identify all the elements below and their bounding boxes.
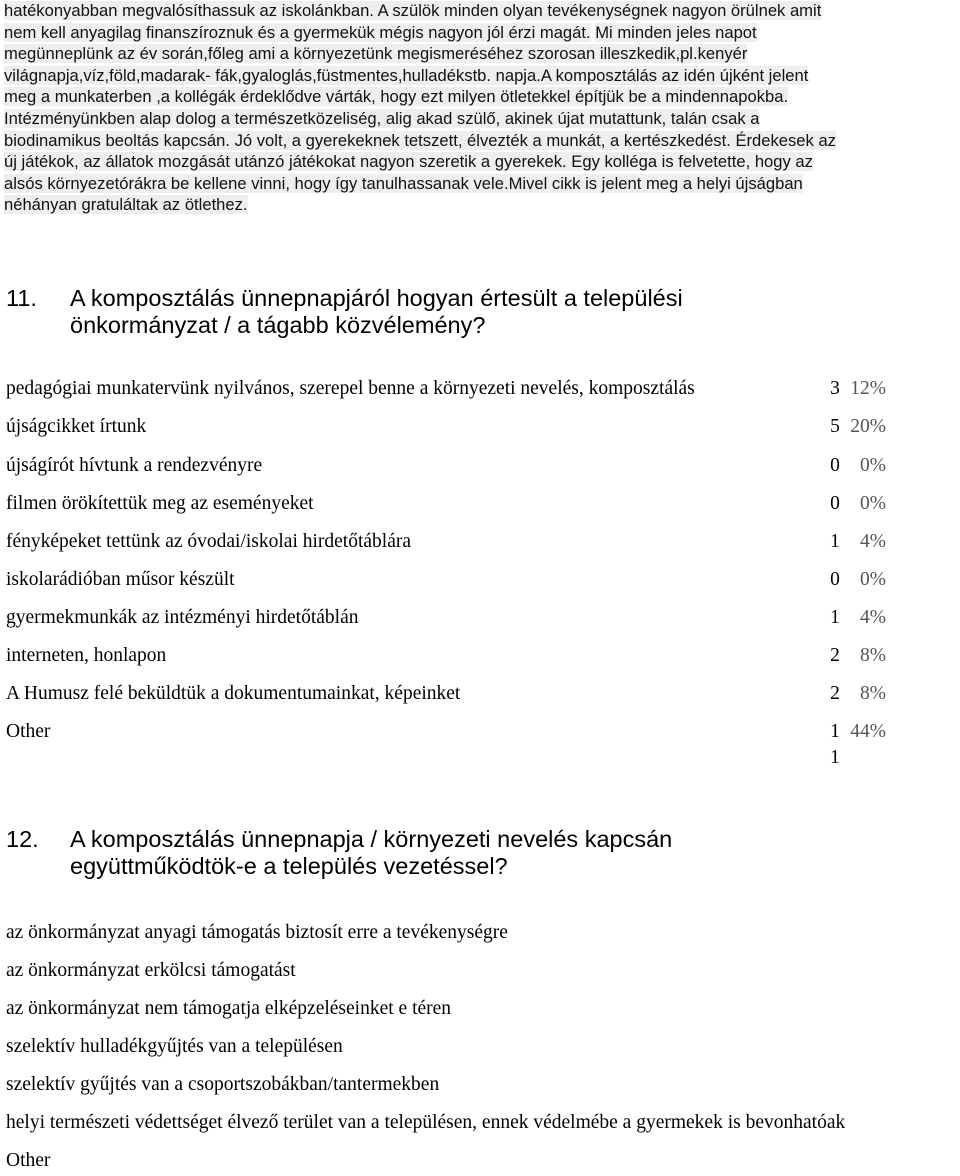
answer-label: újságcikket írtunk <box>6 416 147 437</box>
answer-option: az önkormányzat anyagi támogatás biztosít erre a tevékenységre <box>6 922 508 943</box>
answer-count: 0 <box>830 455 840 476</box>
result-row <box>6 717 906 773</box>
answer-percent: 44% <box>850 721 886 742</box>
result-row <box>6 641 906 671</box>
answer-count: 11 <box>830 721 840 768</box>
answer-label: filmen örökítettük meg az eseményeket <box>6 493 314 514</box>
question-number: 11. <box>6 285 37 311</box>
answer-label: fényképeket tettünk az óvodai/iskolai hirdetőtáblára <box>6 531 412 552</box>
answer-label: interneten, honlapon <box>6 645 167 666</box>
answer-count: 3 <box>830 378 840 399</box>
paragraph-segment: A szülök minden olyan tevékenységnek nagyon örülnek amit nem kell anyagilag finanszíroznuk és a gyermekük mégis nagyon jól érzi magát. <box>4 1 822 42</box>
question-title-line2: önkormányzat / a tágabb közvélemény? <box>70 312 486 338</box>
result-row <box>6 603 906 633</box>
result-row <box>6 565 906 595</box>
answer-option: szelektív hulladékgyűjtés van a településen <box>6 1036 343 1057</box>
result-row <box>6 374 906 404</box>
answer-percent: 0% <box>860 455 886 476</box>
answer-percent: 0% <box>860 493 886 514</box>
paragraph-segment: Egy kolléga is felvetette, hogy az alsós környezetórákra be kellene vinni, hogy így tanulhassanak vele. <box>4 152 813 193</box>
answer-percent: 0% <box>860 569 886 590</box>
paragraph-segment: hatékonyabban megvalósíthassuk az iskolánkban. <box>4 1 374 20</box>
intro-paragraph <box>4 0 844 216</box>
paragraph-segment: Érdekesek az új játékok, az állatok mozgását utánzó játékokat nagyon szeretik a gyerekek. <box>4 130 836 172</box>
paragraph-segment: Intézményünkben alap dolog a természetközeliség, alig akad szülő, akinek újat mutattunk, talán csak a biodinamikus beoltás kapcsán. <box>4 108 760 150</box>
result-row <box>6 679 906 709</box>
paragraph-segment: A komposztálás az idén újként jelent meg a munkaterben ,a kollégák érdeklődve várták, hogy ezt milyen ötletekkel építjük be a mindennapokba. <box>4 65 809 107</box>
result-row <box>6 412 906 442</box>
answer-count: 1 <box>830 531 840 552</box>
answer-count: 2 <box>830 645 840 666</box>
paragraph-segment: Mi minden jeles napot megünneplünk az év során,főleg ami a környezetünk megismeréséhez szorosan illeszkedik,pl.kenyér világnapja,víz,föld,madarak- fák,gyaloglás,füstmentes,hulladékstb. napja. <box>4 22 757 85</box>
answer-label: iskolarádióban műsor készült <box>6 569 235 590</box>
answer-count: 5 <box>830 416 840 437</box>
answer-percent: 8% <box>860 645 886 666</box>
answer-option: szelektív gyűjtés van a csoportszobákban/tantermekben <box>6 1074 440 1095</box>
result-row <box>6 489 906 519</box>
answer-percent: 4% <box>860 531 886 552</box>
question-number: 12. <box>6 826 39 852</box>
question-title-line1: A komposztálás ünnepnapjáról hogyan értesült a települési <box>70 285 683 311</box>
question-title-line1: A komposztálás ünnepnapja / környezeti nevelés kapcsán <box>70 826 673 852</box>
result-row <box>6 527 906 557</box>
answer-percent: 4% <box>860 607 886 628</box>
answer-count: 0 <box>830 569 840 590</box>
question-11-heading <box>6 285 906 339</box>
answer-label: Other <box>6 721 51 742</box>
answer-label: A Humusz felé beküldtük a dokumentumainkat, képeinket <box>6 683 461 704</box>
question-12-heading <box>6 826 906 880</box>
question-title-line2: együttműködtök-e a település vezetéssel? <box>70 853 508 879</box>
answer-option: az önkormányzat erkölcsi támogatást <box>6 960 296 981</box>
paragraph-segment: Mivel cikk is jelent meg a helyi újságban néhányan gratuláltak az ötlethez. <box>4 173 803 215</box>
answer-label: pedagógiai munkatervünk nyilvános, szerepel benne a környezeti nevelés, komposztálás <box>6 378 695 399</box>
answer-count: 0 <box>830 493 840 514</box>
answer-count: 2 <box>830 683 840 704</box>
answer-option: Other <box>6 1150 51 1171</box>
answer-label: újságírót hívtunk a rendezvényre <box>6 455 263 476</box>
answer-percent: 8% <box>860 683 886 704</box>
paragraph-segment: Jó volt, a gyerekeknek tetszett, élvezték a munkát, a kertészkedést. <box>230 130 731 150</box>
answer-option: helyi természeti védettséget élvező terület van a településen, ennek védelmébe a gyermekek is bevonhatóak <box>6 1112 846 1133</box>
result-row <box>6 451 906 481</box>
answer-percent: 20% <box>850 416 886 437</box>
answer-count: 1 <box>830 607 840 628</box>
answer-label: gyermekmunkák az intézményi hirdetőtáblán <box>6 607 359 628</box>
answer-percent: 12% <box>850 378 886 399</box>
answer-option: az önkormányzat nem támogatja elképzeléseinket e téren <box>6 998 452 1019</box>
